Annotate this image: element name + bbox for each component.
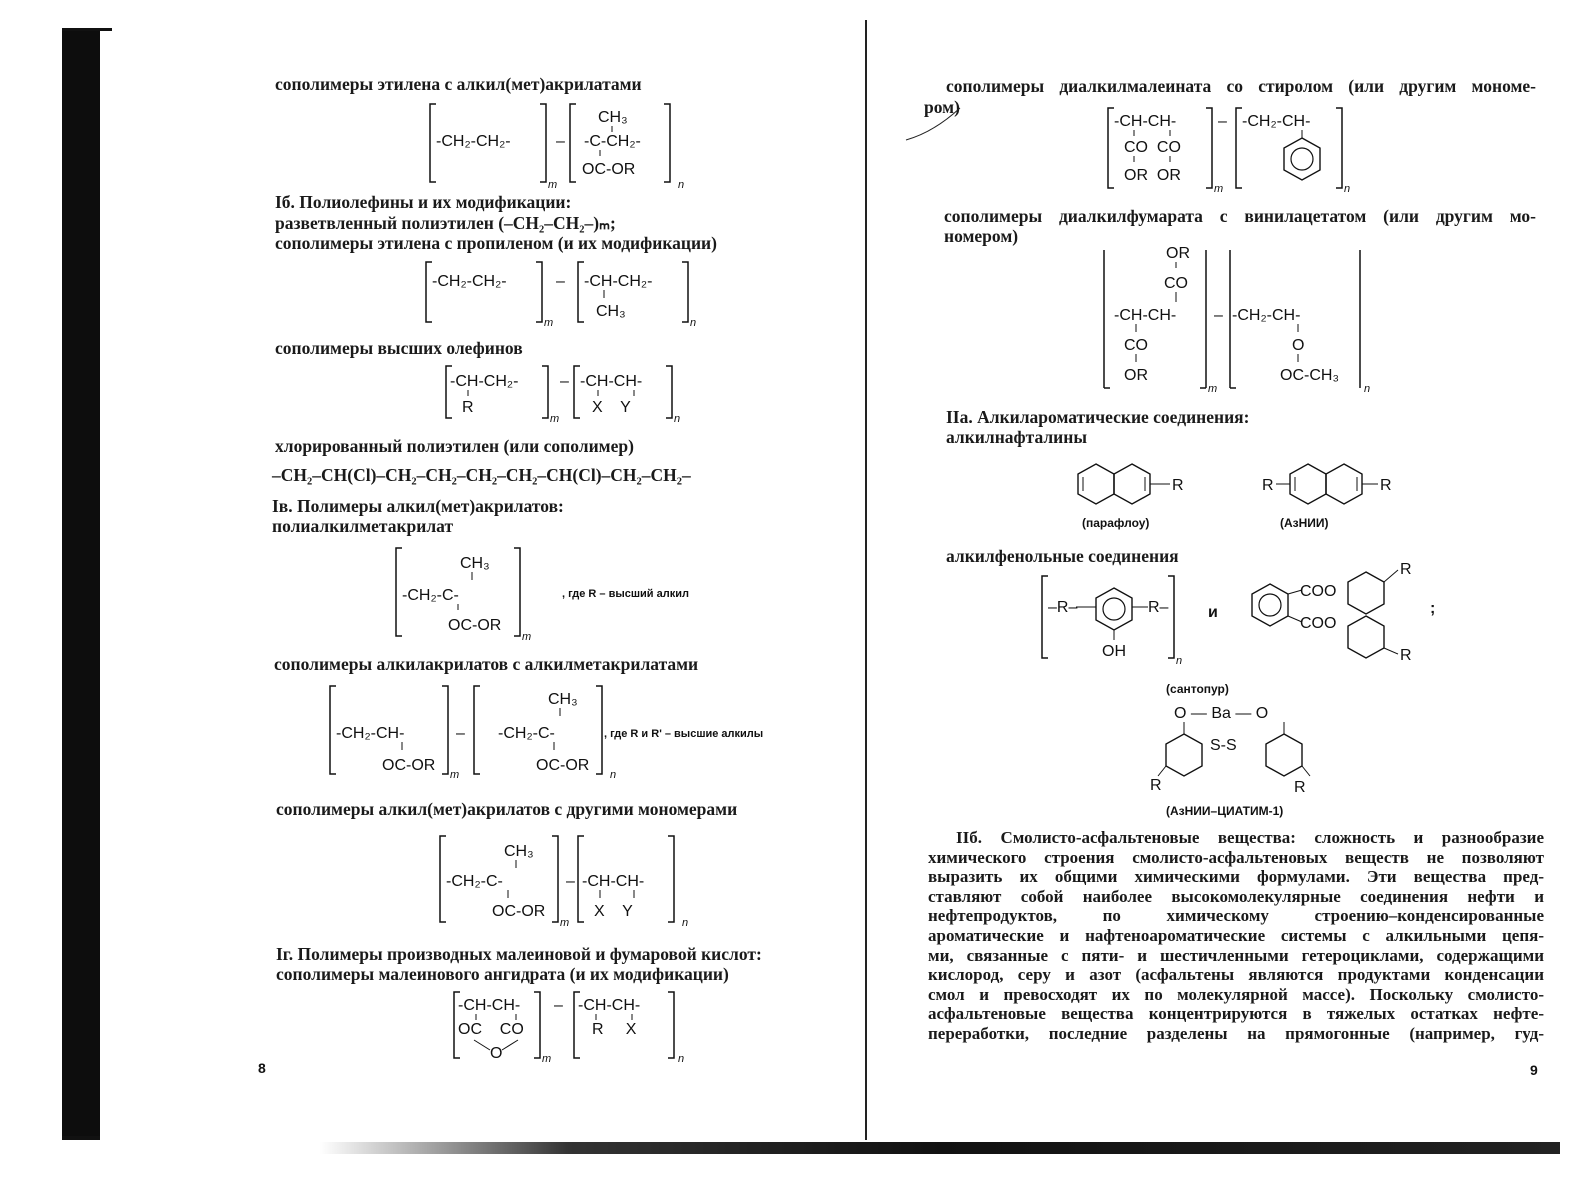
branched-polyethylene: разветвленный полиэтилен (–CH₂–CH₂–)ₘ; — [275, 213, 616, 233]
svg-text:–: – — [1218, 113, 1227, 130]
page-number-left: 8 — [258, 1060, 266, 1076]
paragraph-line: ароматические и нафтеноароматические системы с алкильными цепя- — [928, 925, 1544, 945]
page-gutter-line — [865, 20, 867, 1140]
svg-text:–: – — [456, 725, 465, 742]
svg-text:R: R — [462, 399, 474, 416]
svg-text:-CH-CH-: -CH-CH- — [458, 997, 521, 1014]
svg-text:OC-CH₃: OC-CH₃ — [1280, 367, 1339, 384]
svg-text:-CH-CH-: -CH-CH- — [578, 997, 641, 1014]
binding-bottom-edge — [62, 1136, 100, 1140]
chlorinated-polyethylene-formula: –CH₂–CH(Cl)–CH₂–CH₂–CH₂–CH₂–CH(Cl)–CH₂–CH₂– — [272, 465, 691, 485]
chlorinated-polyethylene: хлорированный полиэтилен (или сополимер) — [275, 436, 634, 456]
svg-text:OC-OR: OC-OR — [448, 617, 502, 634]
bottom-scan-shadow — [320, 1142, 1560, 1154]
svg-text:X Y: X Y — [594, 903, 633, 920]
svg-text:O: O — [1292, 337, 1305, 354]
paragraph-line: кислород, серу и азот (асфальтены являются продуктами конденсации — [928, 965, 1544, 985]
svg-text:-CH₂-CH-: -CH₂-CH- — [1232, 307, 1301, 324]
svg-text:m: m — [550, 413, 560, 425]
svg-text:R: R — [1150, 777, 1162, 794]
caption-aznii-ciatim: (АзНИИ–ЦИАТИМ-1) — [1166, 804, 1284, 818]
binding-top-edge — [62, 28, 112, 31]
polyalkylmethacrylate: полиалкилметакрилат — [272, 516, 454, 536]
svg-text:-CH₂-CH-: -CH₂-CH- — [336, 725, 405, 742]
svg-text:R: R — [1262, 477, 1274, 494]
formula-dialkylfumarate-vinylacetate — [1100, 246, 1380, 396]
copolymers-alkylacrylates: сополимеры алкилакрилатов с алкилметакрилатами — [274, 654, 699, 674]
svg-text:R X: R X — [592, 1021, 637, 1038]
svg-text:n: n — [690, 317, 697, 329]
formula-dialkylmaleate-styrene — [1106, 106, 1366, 196]
paragraph-line: IIб. Смолисто-асфальтеновые вещества: сложность и разнообразие — [956, 828, 1544, 847]
note-higher-alkyls: , где R и R' – высшие алкилы — [604, 728, 764, 740]
svg-text:X Y: X Y — [592, 399, 631, 416]
dialkylfumarate-line2: номером) — [944, 226, 1019, 246]
paragraph-line: химического строения смолисто-асфальтеновых веществ не позволяют — [928, 847, 1544, 867]
svg-text:–: – — [566, 873, 575, 890]
svg-text:CH₃: CH₃ — [548, 691, 578, 708]
svg-text:-CH-CH₂-: -CH-CH₂- — [584, 273, 653, 290]
structure-paraflow — [1074, 458, 1194, 512]
note-higher-alkyl: , где R – высший алкил — [562, 588, 689, 600]
copolymers-other-monomers: сополимеры алкил(мет)акрилатов с другими мономерами — [276, 799, 738, 819]
structure-alkylphenol-polymer — [1040, 572, 1200, 668]
svg-text:n: n — [610, 769, 617, 781]
svg-text:OC-OR: OC-OR — [492, 903, 546, 920]
formula-alkylacrylate-copolymer — [328, 682, 628, 782]
svg-text:m: m — [1214, 183, 1224, 195]
copolymers-ethylene-propylene: сополимеры этилена с пропиленом (и их модификации) — [275, 233, 717, 253]
svg-text:n: n — [1344, 183, 1351, 195]
structure-aznii-ciatim — [1144, 702, 1324, 798]
alkylphenol-compounds: алкилфенольные соединения — [946, 546, 1179, 566]
svg-text:CH₃: CH₃ — [596, 303, 626, 320]
paragraph-line: асфальтеновые вещества концентрируются в тяжелых остатках нефте- — [928, 1004, 1544, 1024]
svg-text:CH₃: CH₃ — [598, 109, 628, 126]
svg-text:–: – — [556, 133, 565, 150]
section-2a-heading: IIa. Алкилароматические соединения: — [946, 407, 1250, 427]
dialkylmaleate-line2: ром) — [924, 97, 960, 117]
svg-text:m: m — [450, 769, 460, 781]
paragraph-line: ставляют собой наиболее высокомолекулярные соединения нефти и — [928, 886, 1544, 906]
formula-acrylate-other-monomers — [438, 832, 708, 932]
formula-maleic-anhydride — [452, 990, 692, 1066]
svg-text:-CH₂-C-: -CH₂-C- — [498, 725, 555, 742]
formula-ethylene-acrylate — [428, 100, 708, 190]
svg-text:-CH-CH-: -CH-CH- — [1114, 113, 1177, 130]
svg-text:n: n — [674, 413, 681, 425]
svg-text:–R–: –R– — [1048, 599, 1078, 616]
svg-text:S-S: S-S — [1210, 737, 1237, 754]
alkylnaphthalenes: алкилнафталины — [946, 427, 1088, 447]
svg-text:CO: CO — [1164, 275, 1188, 292]
svg-text:-CH₂-CH₂-: -CH₂-CH₂- — [436, 133, 511, 150]
paragraph-2b — [928, 828, 1544, 1044]
caption-santopur: (сантопур) — [1166, 682, 1229, 696]
svg-text:OC-OR: OC-OR — [382, 757, 436, 774]
svg-text:–: – — [560, 373, 569, 390]
svg-text:-CH₂-CH₂-: -CH₂-CH₂- — [432, 273, 507, 290]
svg-text:m: m — [548, 179, 558, 191]
svg-text:R–: R– — [1148, 599, 1169, 616]
svg-text:-CH-CH-: -CH-CH- — [582, 873, 645, 890]
svg-text:R: R — [1380, 477, 1392, 494]
dialkylmaleate-line1: сополимеры диалкилмалеината со стиролом (или другим мономе- — [946, 76, 1536, 96]
page-number-right: 9 — [1530, 1062, 1538, 1078]
svg-text:n: n — [1364, 383, 1371, 395]
paragraph-line: выразить их общими химическими формулами. Эти вещества пред- — [928, 867, 1544, 887]
svg-text:COO: COO — [1300, 583, 1337, 600]
svg-text:OR: OR — [1124, 367, 1148, 384]
svg-text:n: n — [1176, 655, 1183, 667]
svg-text:–: – — [1214, 307, 1223, 324]
svg-text:O: O — [490, 1045, 503, 1062]
svg-text:O — Ba — O: O — Ba — O — [1174, 705, 1269, 722]
svg-text:-CH-CH₂-: -CH-CH₂- — [450, 373, 519, 390]
section-1v-heading: Iв. Полимеры алкил(мет)акрилатов: — [272, 496, 564, 516]
structure-aznii — [1260, 458, 1400, 512]
svg-text:n: n — [678, 179, 685, 191]
svg-text:R: R — [1294, 779, 1306, 796]
paragraph-line: ми, связанные с пяти- и шестичленными гетероциклами, содержащими — [928, 945, 1544, 965]
conjunction-and: и — [1208, 604, 1218, 621]
dialkylfumarate-line1: сополимеры диалкилфумарата с винилацетатом (или другим мо- — [944, 206, 1536, 226]
svg-text:–: – — [556, 273, 565, 290]
svg-text:CO CO: CO CO — [1124, 139, 1181, 156]
section-1g-heading: Iг. Полимеры производных малеиновой и фумаровой кислот: — [276, 944, 762, 964]
caption-paraflow: (парафлоу) — [1082, 516, 1150, 530]
svg-text:OR OR: OR OR — [1124, 167, 1181, 184]
copolymers-maleic-anhydride: сополимеры малеинового ангидрата (и их модификации) — [276, 964, 729, 984]
svg-text:-CH₂-C-: -CH₂-C- — [446, 873, 503, 890]
svg-text:m: m — [560, 917, 570, 929]
formula-polyalkylmethacrylate — [394, 544, 554, 644]
svg-text:R: R — [1400, 561, 1412, 578]
svg-text:n: n — [678, 1053, 685, 1065]
copolymers-higher-olefins: сополимеры высших олефинов — [275, 338, 523, 358]
paragraph-line: переработки, последние разделены на прямогонные (например, гуд- — [928, 1023, 1544, 1043]
svg-text:-CH₂-CH-: -CH₂-CH- — [1242, 113, 1311, 130]
svg-text:OC CO: OC CO — [458, 1021, 524, 1038]
svg-text:OC-OR: OC-OR — [582, 161, 636, 178]
svg-text:CO: CO — [1124, 337, 1148, 354]
svg-text:m: m — [544, 317, 554, 329]
heading-copolymers-ethylene-acrylates: сополимеры этилена с алкил(мет)акрилатами — [275, 74, 642, 94]
svg-text:R: R — [1172, 477, 1184, 494]
section-1b-heading: Iб. Полиолефины и их модификации: — [275, 192, 572, 212]
left-binding-bar — [62, 30, 100, 1140]
svg-text:n: n — [682, 917, 689, 929]
svg-text:R: R — [1400, 647, 1412, 664]
svg-text:-CH₂-C-: -CH₂-C- — [402, 587, 459, 604]
svg-text:m: m — [542, 1053, 552, 1065]
svg-text:-C-CH₂-: -C-CH₂- — [584, 133, 641, 150]
svg-text:-CH-CH-: -CH-CH- — [580, 373, 643, 390]
svg-text:-CH-CH-: -CH-CH- — [1114, 307, 1177, 324]
svg-text:CH₃: CH₃ — [460, 555, 490, 572]
pen-mark — [904, 104, 964, 144]
formula-ethylene-propylene — [424, 260, 704, 330]
formula-higher-olefins — [444, 364, 694, 426]
svg-text:OH: OH — [1102, 643, 1126, 660]
svg-text:OR: OR — [1166, 245, 1190, 262]
svg-text:COO: COO — [1300, 615, 1337, 632]
svg-text:CH₃: CH₃ — [504, 843, 534, 860]
structure-phthalate-ester — [1240, 560, 1440, 670]
svg-text:m: m — [1208, 383, 1218, 395]
svg-text:–: – — [554, 997, 563, 1014]
paragraph-line: нефтепродуктов, по химическому строению–конденсированные — [928, 906, 1544, 926]
semicolon: ; — [1430, 600, 1436, 617]
svg-text:m: m — [522, 631, 532, 643]
paragraph-line: смол и превосходят их по молекулярной массе). Поскольку смолисто- — [928, 984, 1544, 1004]
caption-aznii: (АзНИИ) — [1280, 516, 1329, 530]
svg-text:OC-OR: OC-OR — [536, 757, 590, 774]
